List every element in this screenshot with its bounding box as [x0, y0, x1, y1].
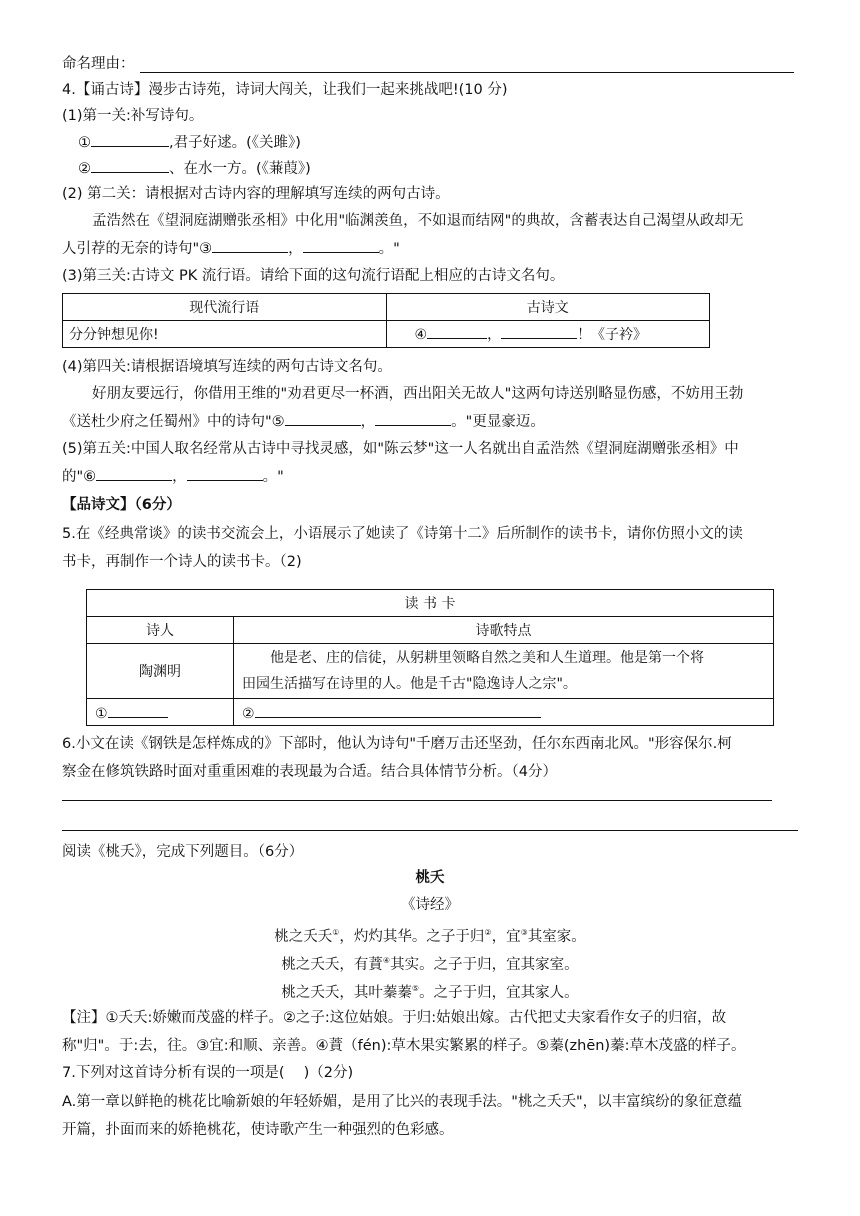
- col-header-modern: 现代流行语: [63, 294, 387, 321]
- poet-answer-cell: [87, 699, 234, 726]
- text: ，: [487, 327, 502, 343]
- q7-option-a-line2: 开篇，扑面而来的娇艳桃花，使诗歌产生一种强烈的色彩感。: [62, 1122, 454, 1138]
- feature-answer-cell: [234, 699, 774, 726]
- q4-part1-item1: [78, 132, 301, 153]
- poem-source: 《诗经》: [401, 897, 459, 913]
- reading-intro: 阅读《桃夭》，完成下列题目。（6分）: [62, 844, 304, 860]
- text: 桃之夭夭: [274, 928, 333, 945]
- item-number: ④: [414, 327, 428, 343]
- text: 。": [262, 469, 284, 485]
- answer-blank-5a[interactable]: [285, 411, 361, 426]
- q4-part2-line2: [62, 238, 400, 259]
- text: 桃之夭夭，有蕡: [281, 956, 383, 973]
- text: ，灼灼其华。之子于归: [339, 928, 485, 945]
- text: ！《子衿》: [577, 327, 648, 343]
- answer-blank-2[interactable]: [91, 158, 169, 173]
- q5-line1: 5.在《经典常谈》的读书交流会上，小语展示了她读了《诗第十二》后所制作的读书卡，请你仿照小文的读: [62, 526, 743, 542]
- text: 。之子于归，宜其家人。: [419, 984, 579, 1001]
- item-text: ,君子好逑。(《关雎》): [169, 135, 301, 151]
- text: 《送杜少府之任蜀州》中的诗句"⑤: [62, 414, 285, 430]
- footnote-mark: ④: [382, 956, 391, 965]
- answer-blank-6a[interactable]: [96, 466, 172, 481]
- col-header-classic: 古诗文: [386, 294, 710, 321]
- col-header-poet: 诗人: [87, 617, 234, 644]
- feature-line-1: 他是老、庄的信徒，从躬耕里领略自然之美和人生道理。他是第一个将: [270, 650, 704, 666]
- notes-line-2: 称"归"。于:去，往。③宜:和顺、亲善。④蕡（fén):草木果实繁累的样子。⑤蓁(zhēn)蓁:草木茂盛的样子。: [62, 1038, 746, 1054]
- q6-line1: 6.小文在读《钢铁是怎样炼成的》下部时，他认为诗句"千磨万击还坚劲，任尔东西南北风。"形容保尔.柯: [62, 736, 732, 752]
- q4-part5-line1: (5)第五关:中国人取名经常从古诗中寻找灵感，如"陈云梦"这一人名就出自孟浩然《望洞庭湖赠张丞相》中: [62, 441, 739, 457]
- naming-reason-answer-line[interactable]: [140, 72, 794, 73]
- text: 桃之夭夭，其叶蓁蓁: [281, 984, 412, 1001]
- item-number: ①: [78, 135, 91, 151]
- answer-blank-poet[interactable]: [108, 703, 168, 718]
- q4-part2-line1: 孟浩然在《望洞庭湖赠张丞相》中化用"临渊羡鱼，不如退而结网"的典故，含蓄表达自己渴望从政却无: [92, 213, 744, 229]
- col-header-feature: 诗歌特点: [234, 617, 774, 644]
- text: 的"⑥: [62, 469, 97, 485]
- footnote-mark: ⑤: [411, 984, 420, 993]
- answer-blank-feature[interactable]: [255, 703, 541, 718]
- q5-line2: 书卡，再制作一个诗人的读书卡。（2): [62, 554, 302, 570]
- text: 。"更显豪迈。: [451, 414, 545, 430]
- modern-phrase: 分分钟想见你!: [63, 321, 387, 348]
- answer-blank-5b[interactable]: [375, 411, 451, 426]
- answer-blank-3a[interactable]: [212, 238, 288, 253]
- q4-part4-line2: [62, 411, 545, 432]
- footnote-mark: ①: [332, 928, 340, 937]
- q4-part2-title: (2) 第二关：请根据对古诗内容的理解填写连续的两句古诗。: [62, 186, 450, 202]
- poem-verse-2: [62, 951, 798, 975]
- q6-line2: 察金在修筑铁路时面对重重困难的表现最为合适。结合具体情节分析。（4分）: [62, 764, 557, 780]
- q4-part1-title: (1)第一关:补写诗句。: [62, 108, 204, 124]
- q4-part5-line2: [62, 466, 284, 487]
- poem-verse-3: [62, 979, 798, 1003]
- item-number: ②: [78, 161, 91, 177]
- q4-part4-title: (4)第四关:请根据语境填写连续的两句古诗文名句。: [62, 359, 392, 375]
- poem-verse-1: [62, 923, 798, 947]
- text: ，: [360, 414, 376, 430]
- footnote-mark: ②: [484, 928, 492, 937]
- item-text: 、在水一方。(《蒹葭》): [169, 161, 311, 177]
- q6-answer-line-1[interactable]: [62, 800, 772, 801]
- q4-title: 4.【诵古诗】漫步古诗苑，诗词大闯关，让我们一起来挑战吧!(10 分): [62, 82, 508, 98]
- q4-part3-title: (3)第三关:古诗文 PK 流行语。请给下面的这句流行语配上相应的古诗文名句。: [62, 268, 565, 284]
- answer-blank-1[interactable]: [91, 132, 169, 147]
- item-number: ②: [242, 705, 255, 722]
- text: 人引荐的无奈的诗句"③: [62, 241, 213, 257]
- reading-card-table: [86, 589, 774, 726]
- poet-name: 陶渊明: [87, 644, 234, 699]
- naming-reason-label: 命名理由：: [62, 56, 135, 72]
- text: 其实。之子于归，宜其家室。: [390, 956, 579, 973]
- poet-feature: [234, 644, 774, 699]
- feature-line-2: 田园生活描写在诗里的人。他是千古"隐逸诗人之宗"。: [242, 676, 577, 692]
- poem-title: 桃夭: [415, 870, 445, 886]
- text: 。": [378, 241, 400, 257]
- section-heading-pinshiwen: 【品诗文】（6分）: [62, 497, 181, 513]
- text: ，: [172, 469, 187, 485]
- text: ，宜: [491, 928, 521, 945]
- answer-blank-4a[interactable]: [427, 324, 487, 339]
- q6-answer-line-2[interactable]: [62, 830, 798, 831]
- q4-part1-item2: [78, 158, 311, 179]
- card-title: 读 书 卡: [87, 590, 774, 617]
- notes-line-1: 【注】①夭夭:娇嫩而茂盛的样子。②之子:这位姑娘。于归:姑娘出嫁。古代把丈夫家看作女子的归宿，故: [62, 1010, 727, 1026]
- text: 其室家。: [527, 928, 586, 945]
- answer-blank-4b[interactable]: [501, 324, 577, 339]
- q4-part4-line1: 好朋友要远行，你借用王维的"劝君更尽一杯酒，西出阳关无故人"这两句诗送别略显伤感，不妨用王勃: [92, 386, 744, 402]
- answer-blank-3b[interactable]: [303, 238, 379, 253]
- classic-answer-cell: [386, 321, 710, 348]
- q7-option-a-line1[interactable]: A.第一章以鲜艳的桃花比喻新娘的年轻娇媚，是用了比兴的表现手法。"桃之夭夭"，以丰富缤纷的象征意蕴: [62, 1094, 743, 1110]
- answer-blank-6b[interactable]: [187, 466, 263, 481]
- q7-title: 7.下列对这首诗分析有误的一项是( )（2分): [62, 1065, 354, 1081]
- item-number: ①: [95, 705, 108, 722]
- q4-part3-table: [62, 293, 710, 348]
- footnote-mark: ③: [520, 928, 528, 937]
- text: ，: [288, 241, 303, 257]
